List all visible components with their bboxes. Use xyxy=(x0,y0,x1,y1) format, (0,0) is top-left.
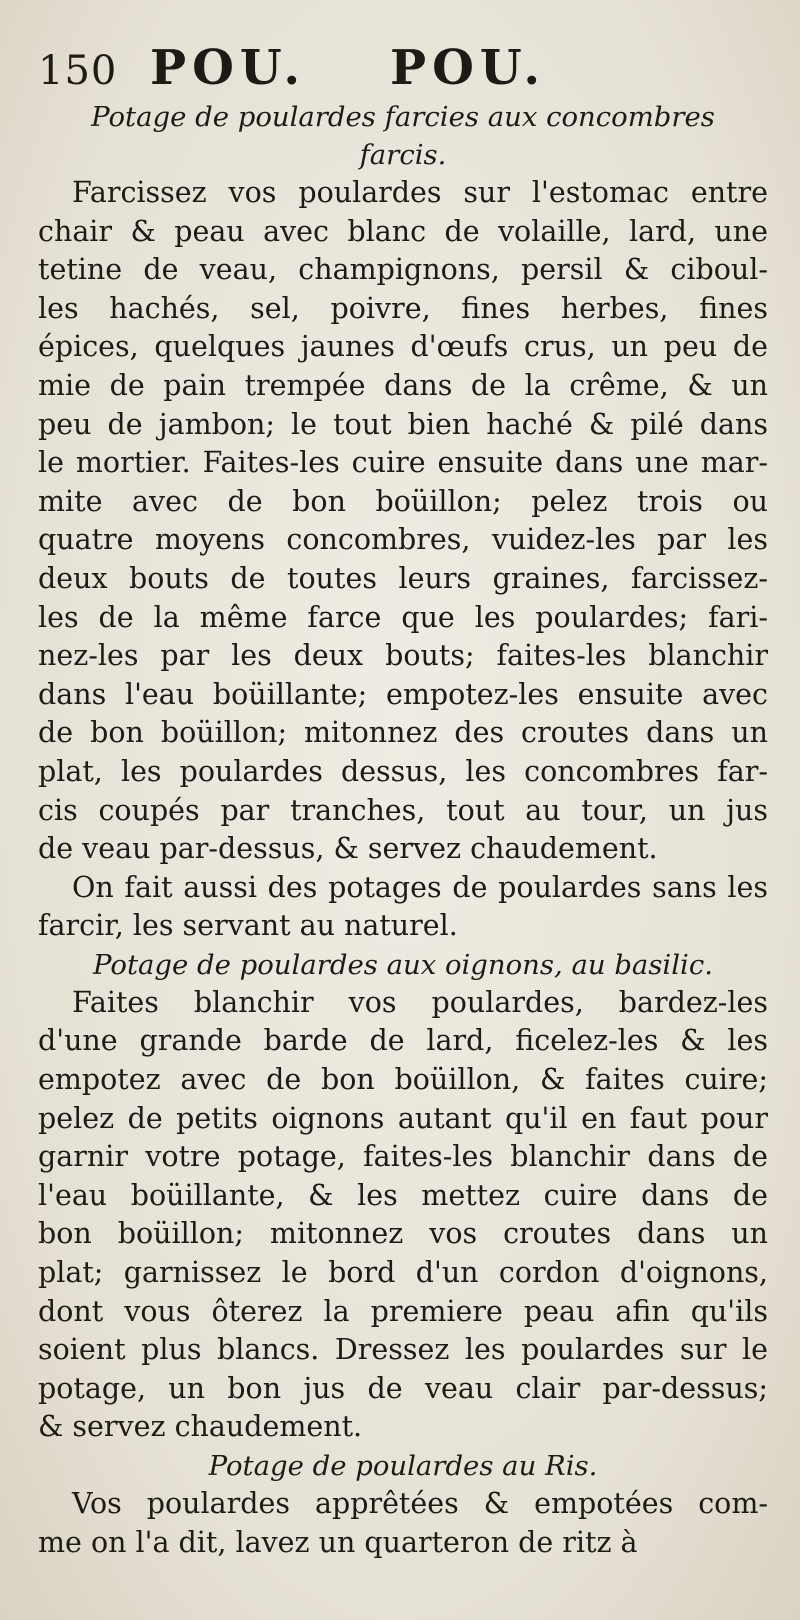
text-line: chair & peau avec blanc de volaille, lard, une xyxy=(38,214,768,248)
text-line: empotez avec de bon boüillon, & faites cuire; xyxy=(38,1063,768,1097)
text-line: & servez chaudement. xyxy=(38,1410,363,1444)
text-line: plat; garnissez le bord d'un cordon d'oignons, xyxy=(38,1256,768,1290)
text-line: garnir votre potage, faites-les blanchir dans de xyxy=(38,1140,768,1174)
text-line: nez-les par les deux bouts; faites-les blanchir xyxy=(38,639,768,673)
text-line: On fait aussi des potages de poulardes sans les xyxy=(72,870,768,904)
section-title: farcis. xyxy=(359,139,447,171)
text-line: tetine de veau, champignons, persil & ciboul- xyxy=(38,253,768,287)
text-line: de veau par-dessus, & servez chaudement. xyxy=(38,832,658,866)
text-line: bon boüillon; mitonnez vos croutes dans un xyxy=(38,1217,768,1251)
page-number: 150 xyxy=(38,48,118,94)
paragraph xyxy=(38,1485,768,1562)
page-body xyxy=(38,98,768,1562)
text-line: deux bouts de toutes leurs graines, farcissez- xyxy=(38,561,768,595)
text-line: les de la même farce que les poulardes; fari- xyxy=(38,600,768,634)
section-title: Potage de poulardes aux oignons, au basilic. xyxy=(93,948,713,981)
text-line: les hachés, sel, poivre, fines herbes, fines xyxy=(38,291,768,325)
text-line: l'eau boüillante, & les mettez cuire dans de xyxy=(38,1178,768,1212)
text-line: peu de jambon; le tout bien haché & pilé dans xyxy=(38,407,768,441)
text-line: Farcissez vos poulardes sur l'estomac entre xyxy=(72,176,768,209)
text-line: Vos poulardes apprêtées & empotées com- xyxy=(72,1487,768,1520)
page-header xyxy=(38,40,768,98)
text-line: Faites blanchir vos poulardes, bardez-les xyxy=(72,985,768,1019)
running-head-right: POU. xyxy=(390,40,547,96)
text-line: plat, les poulardes dessus, les concombres far- xyxy=(38,754,768,788)
text-line: pelez de petits oignons autant qu'il en faut pour xyxy=(38,1101,768,1135)
text-line: mite avec de bon boüillon; pelez trois ou xyxy=(38,484,768,518)
section-title: Potage de poulardes au Ris. xyxy=(208,1450,598,1482)
section-title: Potage de poulardes farcies aux concombres xyxy=(91,101,715,133)
text-line: épices, quelques jaunes d'œufs crus, un peu de xyxy=(38,330,768,364)
running-head-left: POU. xyxy=(150,40,307,96)
text-line: cis coupés par tranches, tout au tour, un jus xyxy=(38,793,768,827)
text-line: soient plus blancs. Dressez les poulardes sur le xyxy=(38,1333,768,1367)
paragraph xyxy=(38,174,768,869)
text-line: d'une grande barde de lard, ficelez-les & les xyxy=(38,1024,768,1058)
text-line: me on l'a dit, lavez un quarteron de ritz à xyxy=(38,1525,638,1559)
text-line: le mortier. Faites-les cuire ensuite dans une mar- xyxy=(38,446,768,480)
text-line: quatre moyens concombres, vuidez-les par les xyxy=(38,523,768,557)
text-line: dont vous ôterez la premiere peau afin qu'ils xyxy=(38,1294,768,1328)
text-line: potage, un bon jus de veau clair par-dessus; xyxy=(38,1371,768,1405)
text-line: mie de pain trempée dans de la crême, & un xyxy=(38,368,768,402)
text-line: farcir, les servant au naturel. xyxy=(38,909,458,943)
text-line: dans l'eau boüillante; empotez-les ensuite avec xyxy=(38,677,768,711)
paragraph xyxy=(38,869,768,946)
text-line: de bon boüillon; mitonnez des croutes dans un xyxy=(38,716,768,750)
paragraph xyxy=(38,984,768,1447)
